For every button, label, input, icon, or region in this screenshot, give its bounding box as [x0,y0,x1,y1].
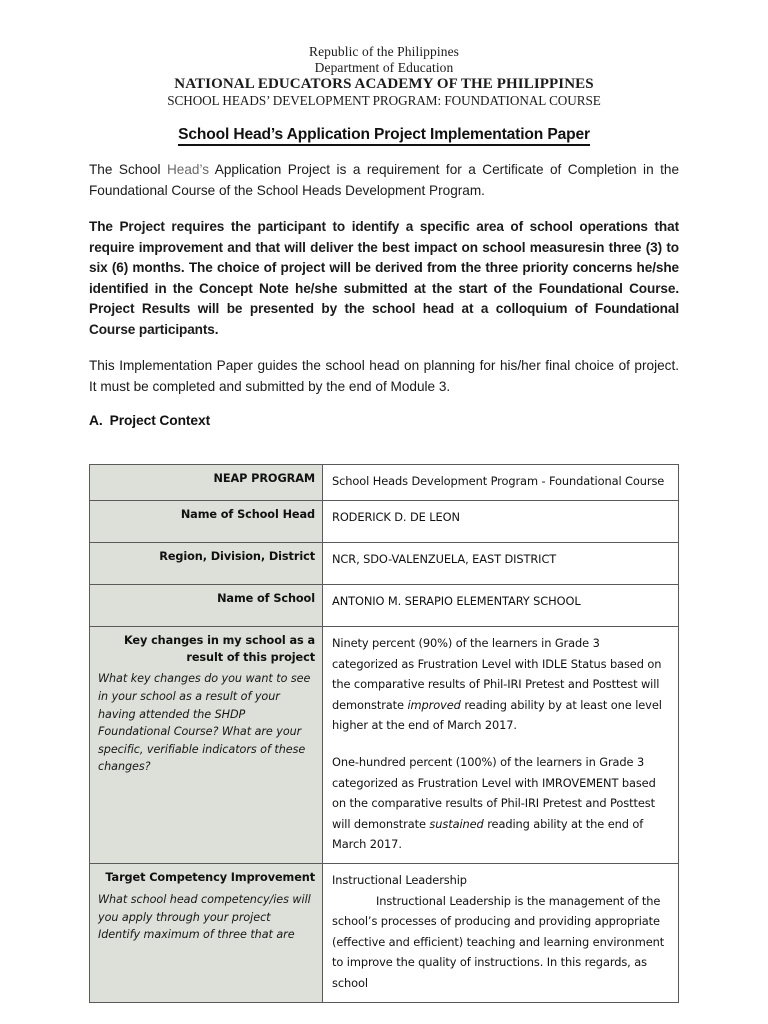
row-label-key-changes: Key changes in my school as a result of this project [123,634,315,664]
row-value-neap-program: School Heads Development Program - Foundational Course [332,474,665,488]
letterhead-line-republic: Republic of the Philippines [308,44,460,59]
table-row [90,585,679,627]
key-changes-p2-part1: One-hundred percent (100%) of the learners in Grade 3 categorized as Frustration Level with IMROVEMENT based on the comparative results of Phil-IRI Pretest and Posttest will demonstrate [332,755,656,831]
paragraph-intro-part2: Application Project is a requirement for a Certificate of Completion in the Foundational Course of the School Heads Development Program. [89,162,680,198]
document-body [89,160,679,428]
table-row [90,543,679,585]
letterhead-line-program: SCHOOL HEADS’ DEVELOPMENT PROGRAM: FOUNDATIONAL COURSE [167,93,601,108]
row-label-name-of-school: Name of School [217,592,315,606]
table-cell-label [90,543,323,585]
row-value-key-changes [332,633,668,854]
row-label-target-competency: Target Competency Improvement [105,871,315,885]
row-value-name-of-school: ANTONIO M. SERAPIO ELEMENTARY SCHOOL [332,594,581,609]
key-changes-p2-emphasis: sustained [429,816,484,831]
row-label-neap-program: NEAP PROGRAM [213,472,315,485]
table-row [90,864,679,1002]
table-row [90,501,679,543]
table-cell-value[interactable] [323,627,679,864]
key-changes-p1-part1: Ninety percent (90%) of the learners in Grade 3 categorized as Frustration Level with IDLE Status based on the comparative results of Phil-IRI Pretest and Posttest will demonstrate [332,636,662,712]
section-title: Project Context [109,413,211,428]
table-cell-label [90,585,323,627]
row-label-name-of-school-head: Name of School Head [180,508,315,522]
key-changes-paragraph-2 [332,752,668,854]
paragraph-intro-part1: The School [89,162,167,177]
key-changes-p1-emphasis: improved [407,697,461,712]
table-cell-label [90,864,323,1002]
competency-heading: Instructional Leadership [332,873,467,888]
table-cell-value[interactable] [323,864,679,1002]
competency-description [332,891,668,993]
project-context-table [89,464,679,1003]
section-letter: A. [89,413,103,428]
competency-description-text: Instructional Leadership is the management of the school’s processes of producing and providing appropriate (effective and efficient) teaching and learning environment to improve the quality of instructions. In this regards, as school [332,893,665,990]
paragraph-project-requirements: The Project requires the participant to identify a specific area of school operations that require improvement and that will deliver the best impact on school measuresin three (3) to six (6) months. The choice of project will be derived from the three priority concerns he/she identified in the Concept Note he/she submitted at the start of the Foundational Course. Project Results will be presented by the school head at a colloquium of Foundational Course participants. [89,219,679,337]
table-cell-value[interactable] [323,543,679,585]
section-heading-project-context [89,413,679,428]
row-value-region-division-district: NCR, SDO-VALENZUELA, EAST DISTRICT [332,552,557,567]
key-changes-p1-part2: reading ability by at least one level higher at the end of March 2017. [332,697,662,733]
table-cell-value[interactable] [323,465,679,501]
row-label-region-division-district: Region, Division, District [159,550,315,564]
table-row [90,627,679,864]
key-changes-paragraph-1 [332,633,668,735]
table-row [90,465,679,501]
table-cell-value[interactable] [323,585,679,627]
page-title [0,126,768,144]
letterhead-line-academy: NATIONAL EDUCATORS ACADEMY OF THE PHILIPPINES [174,76,594,92]
table-cell-value[interactable] [323,501,679,543]
letterhead [0,44,768,109]
row-sublabel-key-changes: What key changes do you want to see in your school as a result of your having attended the SHDP Foundational Course? What are your specific, verifiable indicators of these changes? [98,672,311,774]
table-cell-label [90,627,323,864]
row-sublabel-target-competency: What school head competency/ies will you apply through your project Identify maximum of three that are [98,892,311,942]
table-cell-label [90,465,323,501]
key-changes-p2-part2: reading ability at the end of March 2017. [332,816,644,852]
paragraph-intro-highlight: Head’s [166,162,210,177]
paragraph-intro [89,160,679,201]
table-cell-label [90,501,323,543]
paragraph-implementation-guide: This Implementation Paper guides the school head on planning for his/her final choice of project. It must be completed and submitted by the end of Module 3. [89,358,679,394]
row-value-target-competency [332,870,668,992]
letterhead-line-department: Department of Education [314,59,454,75]
row-value-name-of-school-head: RODERICK D. DE LEON [332,510,460,525]
page-title-text: School Head’s Application Project Implementation Paper [178,126,590,146]
